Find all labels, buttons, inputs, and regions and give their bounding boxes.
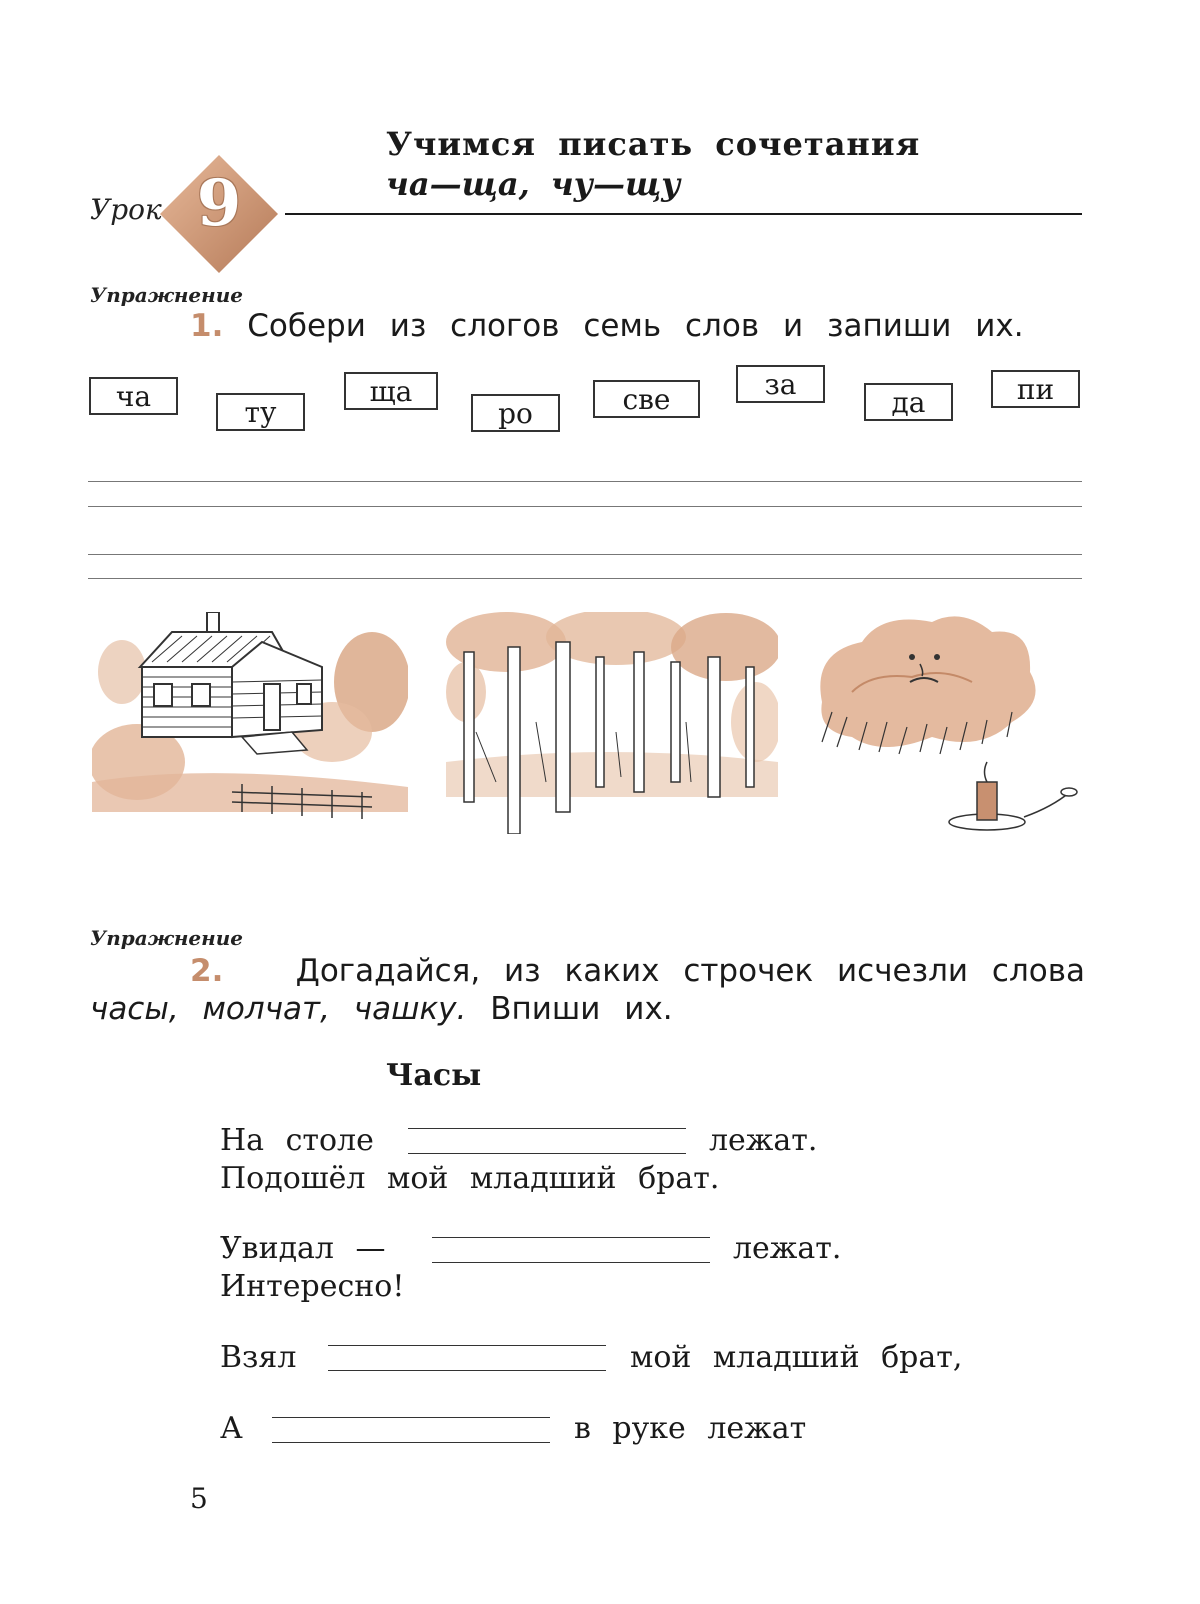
- rain-cloud-illustration: [812, 612, 1082, 844]
- fill-blank[interactable]: [408, 1128, 686, 1154]
- exercise2-task-line1: [190, 953, 1085, 989]
- lesson-title-line1: Учимся писать сочетания: [386, 125, 921, 163]
- syllable-card[interactable]: да: [864, 383, 953, 421]
- exercise1-label: Упражнение: [90, 283, 243, 307]
- forest-illustration: [446, 612, 778, 834]
- poem-line-4: Интересно!: [220, 1269, 405, 1304]
- page-number: 5: [190, 1482, 208, 1515]
- exercise2-task-line2: [90, 991, 673, 1027]
- poem-line-5-start: Взял: [220, 1340, 297, 1375]
- house-illustration: [92, 612, 408, 822]
- writing-line[interactable]: [88, 578, 1082, 579]
- exercise2-number: 2.: [190, 953, 224, 989]
- exercise2-text-line1: Догадайся, из каких строчек исчезли слова: [295, 953, 1085, 989]
- lesson-label: Урок: [90, 193, 162, 226]
- syllable-card[interactable]: за: [736, 365, 825, 403]
- writing-line[interactable]: [88, 554, 1082, 555]
- lesson-number: 9: [196, 166, 242, 241]
- syllable-card[interactable]: ро: [471, 394, 560, 432]
- poem-line-3-end: лежат.: [733, 1231, 842, 1266]
- syllable-card[interactable]: ту: [216, 393, 305, 431]
- writing-line[interactable]: [88, 506, 1082, 507]
- exercise2-words: часы, молчат, чашку.: [90, 991, 467, 1027]
- poem-line-1-end: лежат.: [709, 1123, 818, 1158]
- title-rule: [285, 213, 1082, 215]
- exercise2-label: Упражнение: [90, 926, 243, 950]
- poem-line-1-start: На столе: [220, 1123, 374, 1158]
- exercise1-task: [190, 308, 1024, 344]
- fill-blank[interactable]: [432, 1237, 710, 1263]
- poem-title: Часы: [386, 1058, 482, 1093]
- poem-line-6-end: в руке лежат: [574, 1411, 807, 1446]
- fill-blank[interactable]: [328, 1345, 606, 1371]
- writing-line[interactable]: [88, 481, 1082, 482]
- syllable-card[interactable]: пи: [991, 370, 1080, 408]
- poem-line-5-end: мой младший брат,: [630, 1340, 963, 1375]
- exercise2-text-tail: Впиши их.: [490, 991, 673, 1027]
- poem-line-3-start: Увидал —: [220, 1231, 386, 1266]
- fill-blank[interactable]: [272, 1417, 550, 1443]
- lesson-title-line2: ча—ща, чу—щу: [386, 165, 681, 203]
- syllable-card[interactable]: ща: [344, 372, 438, 410]
- syllable-card[interactable]: све: [593, 380, 700, 418]
- poem-line-2: Подошёл мой младший брат.: [220, 1161, 720, 1196]
- exercise1-number: 1.: [190, 308, 224, 344]
- exercise1-text: Собери из слогов семь слов и запиши их.: [247, 308, 1024, 344]
- poem-line-6-start: А: [220, 1411, 243, 1446]
- syllable-card[interactable]: ча: [89, 377, 178, 415]
